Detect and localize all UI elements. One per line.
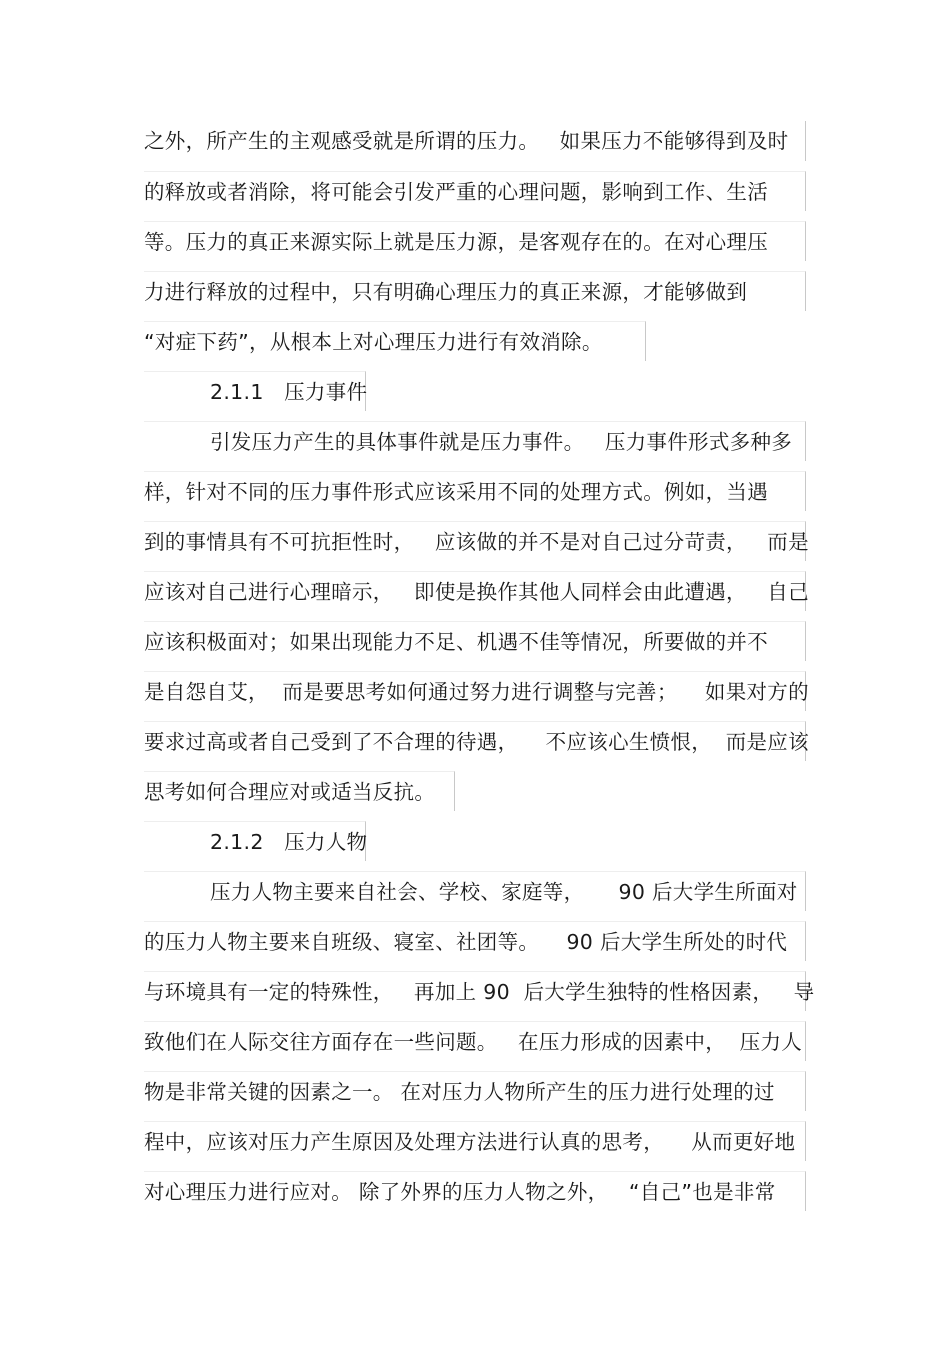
text-line: 样，针对不同的压力事件形式应该采用不同的处理方式。例如，当遇 <box>144 471 806 511</box>
text-line: 致他们在人际交往方面存在一些问题。 在压力形成的因素中， 压力人 <box>144 1021 806 1061</box>
text-line: 力进行释放的过程中，只有明确心理压力的真正来源，才能够做到 <box>144 271 806 311</box>
text-line: 压力人物主要来自社会、学校、家庭等， 90 后大学生所面对 <box>144 871 806 911</box>
section-heading: 2.1.2 压力人物 <box>144 821 366 861</box>
text-line: 的压力人物主要来自班级、寝室、社团等。 90 后大学生所处的时代 <box>144 921 806 961</box>
text-line: 引发压力产生的具体事件就是压力事件。 压力事件形式多种多 <box>144 421 806 461</box>
text-line: 的释放或者消除，将可能会引发严重的心理问题，影响到工作、生活 <box>144 171 806 211</box>
text-line: 应该积极面对；如果出现能力不足、机遇不佳等情况，所要做的并不 <box>144 621 806 661</box>
text-line: 对心理压力进行应对。 除了外界的压力人物之外， “自己”也是非常 <box>144 1171 806 1211</box>
text-line: 是自怨自艾， 而是要思考如何通过努力进行调整与完善； 如果对方的 <box>144 671 806 711</box>
text-line: 程中，应该对压力产生原因及处理方法进行认真的思考， 从而更好地 <box>144 1121 806 1161</box>
text-line: 要求过高或者自己受到了不合理的待遇， 不应该心生愤恨， 而是应该 <box>144 721 806 761</box>
section-heading: 2.1.1 压力事件 <box>144 371 366 411</box>
text-line: 之外，所产生的主观感受就是所谓的压力。 如果压力不能够得到及时 <box>144 121 806 161</box>
text-line: 物是非常关键的因素之一。 在对压力人物所产生的压力进行处理的过 <box>144 1071 806 1111</box>
text-line: 等。压力的真正来源实际上就是压力源，是客观存在的。在对心理压 <box>144 221 806 261</box>
text-line: 与环境具有一定的特殊性， 再加上 90 后大学生独特的性格因素， 导 <box>144 971 806 1011</box>
text-line: 应该对自己进行心理暗示， 即使是换作其他人同样会由此遭遇， 自己 <box>144 571 806 611</box>
text-line: “对症下药”，从根本上对心理压力进行有效消除。 <box>144 321 646 361</box>
text-line: 到的事情具有不可抗拒性时， 应该做的并不是对自己过分苛责， 而是 <box>144 521 806 561</box>
text-line: 思考如何合理应对或适当反抗。 <box>144 771 455 811</box>
